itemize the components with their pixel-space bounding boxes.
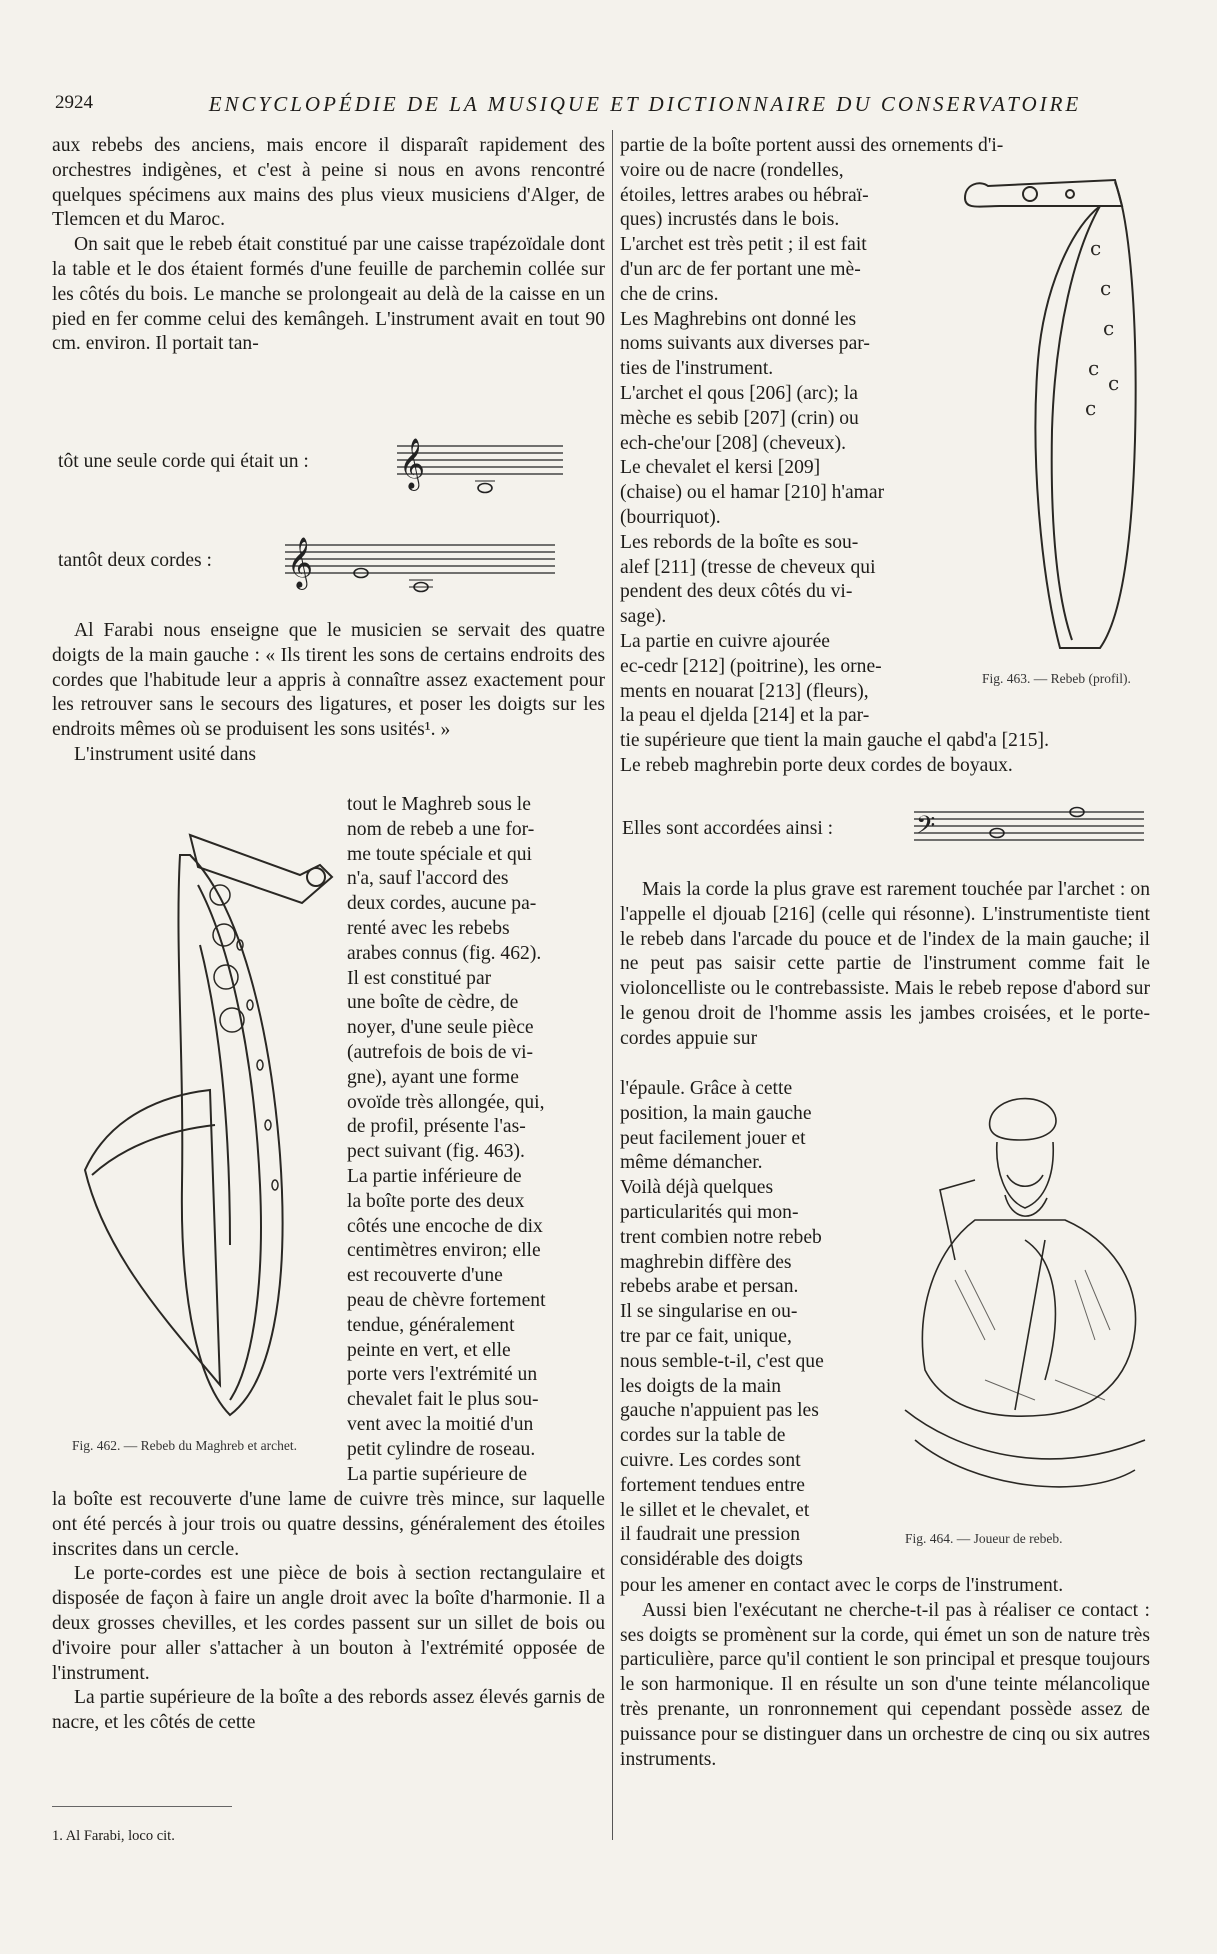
paragraph: Aussi bien l'exécutant ne cherche-t-il pas à réaliser ce contact : ses doigts se promènent sur la corde, qui émet un son de nature très particulière, parce qu'il contient le son principal et presque toujours le son harmonique. Il en résulte un son d'une teinte mélancolique très prenante, un ronronnement qui cependant possède assez de puissance pour se distinguer dans un orchestre de cinq ou six autres instruments. bbox=[620, 1599, 1150, 1770]
svg-text:𝄞: 𝄞 bbox=[287, 537, 314, 588]
text-line: pect suivant (fig. 463). bbox=[347, 1141, 525, 1163]
text-line: centimètres environ; elle bbox=[347, 1240, 541, 1262]
text-line: Les Maghrebins ont donné les bbox=[620, 308, 857, 330]
figure-463-caption: Fig. 463. — Rebeb (profil). bbox=[982, 671, 1131, 686]
running-title: ENCYCLOPÉDIE DE LA MUSIQUE ET DICTIONNAIRE DU CONSERVATOIRE bbox=[208, 92, 1082, 116]
text-line: rebebs arabe et persan. bbox=[620, 1276, 799, 1298]
footnote-rule bbox=[52, 1806, 232, 1807]
svg-text:c: c bbox=[1103, 316, 1115, 340]
text-line: fortement tendues entre bbox=[620, 1474, 805, 1496]
text-line: tre par ce fait, unique, bbox=[620, 1325, 792, 1347]
text-line: est recouverte d'une bbox=[347, 1265, 503, 1287]
text-line: petit cylindre de roseau. bbox=[347, 1438, 536, 1460]
music-example-label: Elles sont accordées ainsi : bbox=[622, 818, 834, 839]
paragraph: pour les amener en contact avec le corps de l'instrument. bbox=[620, 1575, 1064, 1596]
paragraph: Le porte-cordes est une pièce de bois à section rectangulaire et disposée de façon à faire un angle droit avec la boîte d'harmonie. Il a deux grosses chevilles, et les cordes passent sur un sillet de bois ou d'ivoire pour aller s'attacher à un bouton à l'extrémité opposée de l'instrument. bbox=[52, 1563, 605, 1684]
text-line: ments en nouarat [213] (fleurs), bbox=[620, 680, 869, 702]
text-line: cuivre. Les cordes sont bbox=[620, 1449, 801, 1471]
text-line: (chaise) ou el hamar [210] h'amar bbox=[620, 482, 885, 504]
svg-text:c: c bbox=[1088, 356, 1100, 380]
right-column-bottom bbox=[620, 1574, 1150, 1772]
text-line: l'épaule. Grâce à cette bbox=[620, 1078, 793, 1099]
text-line: L'archet el qous [206] (arc); la bbox=[620, 382, 858, 404]
text-line: n'a, sauf l'accord des bbox=[347, 868, 509, 890]
paragraph: Mais la corde la plus grave est rarement touchée par l'archet : on l'appelle el djouab [216] (celle qui résonne). L'instrumentiste tient le rebeb dans l'arcade du pouce et de l'index de la main gauche; il ne peut pas saisir cette partie de l'instrument comme fait le violoncelliste ou le contrebassiste. Mais le rebeb repose d'abord sur le genou droit de l'homme assis les jambes croisées, et le porte-cordes appuie sur bbox=[620, 879, 1150, 1049]
text-line: La partie inférieure de bbox=[347, 1165, 522, 1187]
text-line: ec-cedr [212] (poitrine), les orne- bbox=[620, 655, 882, 677]
text-line: trent combien notre rebeb bbox=[620, 1226, 822, 1248]
text-line: alef [211] (tresse de cheveux qui bbox=[620, 556, 876, 578]
text-line: mèche es sebib [207] (crin) ou bbox=[620, 407, 859, 429]
text-line: chevalet fait le plus sou- bbox=[347, 1389, 539, 1411]
left-wrap-column bbox=[347, 793, 603, 1487]
svg-text:c: c bbox=[1108, 371, 1120, 395]
text-line: cordes sur la table de bbox=[620, 1425, 786, 1447]
footnote: 1. Al Farabi, loco cit. bbox=[52, 1828, 175, 1844]
text-line: gauche n'appuient pas les bbox=[620, 1400, 819, 1422]
paragraph: la boîte est recouverte d'une lame de cuivre très mince, sur laquelle ont été percés à jour trois ou quatre dessins, généralement des étoiles inscrites dans un cercle. bbox=[52, 1489, 605, 1560]
text-line: partie de la boîte portent aussi des ornements d'i- bbox=[620, 135, 1004, 156]
text-line: position, la main gauche bbox=[620, 1102, 812, 1124]
figure-462-rebeb-illustration bbox=[70, 825, 340, 1425]
text-line: la boîte porte des deux bbox=[347, 1190, 525, 1212]
text-line: particularités qui mon- bbox=[620, 1201, 799, 1223]
svg-text:c: c bbox=[1085, 396, 1097, 420]
text-line: la peau el djelda [214] et la par- bbox=[620, 705, 870, 727]
text-line: voire ou de nacre (rondelles, bbox=[620, 159, 844, 181]
svg-text:𝄞: 𝄞 bbox=[399, 438, 426, 489]
text-line: pendent des deux côtés du vi- bbox=[620, 581, 853, 603]
text-line: une boîte de cèdre, de bbox=[347, 992, 519, 1014]
text-line: ties de l'instrument. bbox=[620, 358, 774, 380]
text-line: che de crins. bbox=[620, 283, 719, 305]
text-line: arabes connus (fig. 462). bbox=[347, 942, 542, 964]
paragraph: La partie supérieure de la boîte a des rebords assez élevés garnis de nacre, et les côtés de cette bbox=[52, 1687, 605, 1734]
text-line: Le chevalet el kersi [209] bbox=[620, 457, 821, 479]
text-line: noyer, d'une seule pièce bbox=[347, 1017, 534, 1039]
text-line: côtés une encoche de dix bbox=[347, 1215, 543, 1237]
text-line: La partie supérieure de bbox=[347, 1463, 528, 1485]
svg-text:c: c bbox=[1090, 236, 1102, 260]
text-line: nous semble-t-il, c'est que bbox=[620, 1350, 824, 1372]
text-line: Il se singularise en ou- bbox=[620, 1301, 798, 1323]
left-column bbox=[52, 134, 605, 357]
right-column-middle bbox=[620, 878, 1150, 1052]
paragraph: Al Farabi nous enseigne que le musicien se servait des quatre doigts de la main gauche : « Ils tirent les sons de certains endroits des cordes que l'habitude leur a appris à connaître assez exactement pour les retrouver sans le secours des ligatures, et poser les doigts sur les endroits mêmes où se produisent les sons usités¹. » bbox=[52, 620, 605, 741]
left-column-bottom bbox=[52, 1488, 605, 1736]
text-line: peut facilement jouer et bbox=[620, 1127, 806, 1149]
text-line: de profil, présente l'as- bbox=[347, 1116, 526, 1138]
paragraph: aux rebebs des anciens, mais encore il disparaît rapidement des orchestres indigènes, et c'est à peine si nous en avons rencontré quelques spécimens aux mains des plus vieux musiciens d'Alger, de Tlemcen et du Maroc. bbox=[52, 135, 605, 231]
text-line: porte vers l'extrémité un bbox=[347, 1364, 538, 1386]
paragraph: On sait que le rebeb était constitué par une caisse trapézoïdale dont la table et le dos étaient formés d'une feuille de parchemin collée sur les côtés du bois. Le manche se prolongeait au delà de la caisse en un pied en fer comme celui des kemângeh. L'instrument avait en tout 90 cm. environ. Il portait tan- bbox=[52, 234, 605, 355]
svg-text:𝄢: 𝄢 bbox=[916, 811, 936, 846]
text-line: gne), ayant une forme bbox=[347, 1066, 519, 1088]
text-line: étoiles, lettres arabes ou hébraï- bbox=[620, 184, 869, 206]
text-line: me toute spéciale et qui bbox=[347, 843, 532, 865]
text-line: Il est constitué par bbox=[347, 967, 492, 989]
text-line: (bourriquot). bbox=[620, 506, 721, 528]
text-line: vent avec la moitié d'un bbox=[347, 1413, 534, 1435]
music-example-label: tantôt deux cordes : bbox=[58, 550, 212, 571]
text-line: renté avec les rebebs bbox=[347, 917, 510, 939]
left-column-middle bbox=[52, 619, 605, 768]
page-number: 2924 bbox=[55, 92, 93, 113]
figure-462-caption: Fig. 462. — Rebeb du Maghreb et archet. bbox=[72, 1438, 297, 1453]
text-line: peinte en vert, et elle bbox=[347, 1339, 511, 1361]
text-line: Les rebords de la boîte es sou- bbox=[620, 531, 859, 553]
text-line: ques) incrustés dans le bois. bbox=[620, 209, 840, 231]
text-line: tie supérieure que tient la main gauche el qabd'a [215]. bbox=[620, 730, 1049, 752]
music-staff-bass-tuning bbox=[912, 802, 1147, 854]
music-staff-one-string bbox=[395, 428, 565, 496]
paragraph-lead: L'instrument usité dans bbox=[74, 743, 257, 765]
text-line: sage). bbox=[620, 606, 667, 628]
text-line: le sillet et le chevalet, et bbox=[620, 1499, 810, 1521]
music-example-label: tôt une seule corde qui était un : bbox=[58, 451, 309, 472]
figure-464-player-illustration bbox=[895, 1080, 1155, 1520]
page-header bbox=[55, 92, 1165, 122]
text-line: maghrebin diffère des bbox=[620, 1251, 792, 1273]
text-line: même démancher. bbox=[620, 1152, 763, 1174]
svg-text:c: c bbox=[1100, 276, 1112, 300]
text-line: peau de chèvre fortement bbox=[347, 1289, 546, 1311]
text-line: tout le Maghreb sous le bbox=[347, 794, 531, 815]
text-line: deux cordes, aucune pa- bbox=[347, 893, 537, 915]
column-divider bbox=[612, 130, 613, 1840]
text-line: La partie en cuivre ajourée bbox=[620, 630, 830, 652]
text-line: d'un arc de fer portant une mè- bbox=[620, 258, 861, 280]
text-line: (autrefois de bois de vi- bbox=[347, 1041, 534, 1063]
text-line: Le rebeb maghrebin porte deux cordes de boyaux. bbox=[620, 754, 1013, 776]
figure-464-caption: Fig. 464. — Joueur de rebeb. bbox=[905, 1531, 1063, 1546]
text-line: ovoïde très allongée, qui, bbox=[347, 1091, 545, 1113]
text-line: nom de rebeb a une for- bbox=[347, 818, 535, 840]
text-line: tendue, généralement bbox=[347, 1314, 515, 1336]
text-line: il faudrait une pression bbox=[620, 1524, 801, 1546]
text-line: noms suivants aux diverses par- bbox=[620, 333, 870, 355]
text-line: Voilà déjà quelques bbox=[620, 1177, 774, 1199]
text-line: considérable des doigts bbox=[620, 1549, 803, 1571]
right-wrap-bottom bbox=[620, 1077, 888, 1573]
text-line: les doigts de la main bbox=[620, 1375, 782, 1397]
music-staff-two-strings bbox=[283, 527, 558, 595]
text-line: ech-che'our [208] (cheveux). bbox=[620, 432, 847, 454]
figure-463-rebeb-profile bbox=[960, 160, 1145, 660]
text-line: L'archet est très petit ; il est fait bbox=[620, 234, 867, 256]
